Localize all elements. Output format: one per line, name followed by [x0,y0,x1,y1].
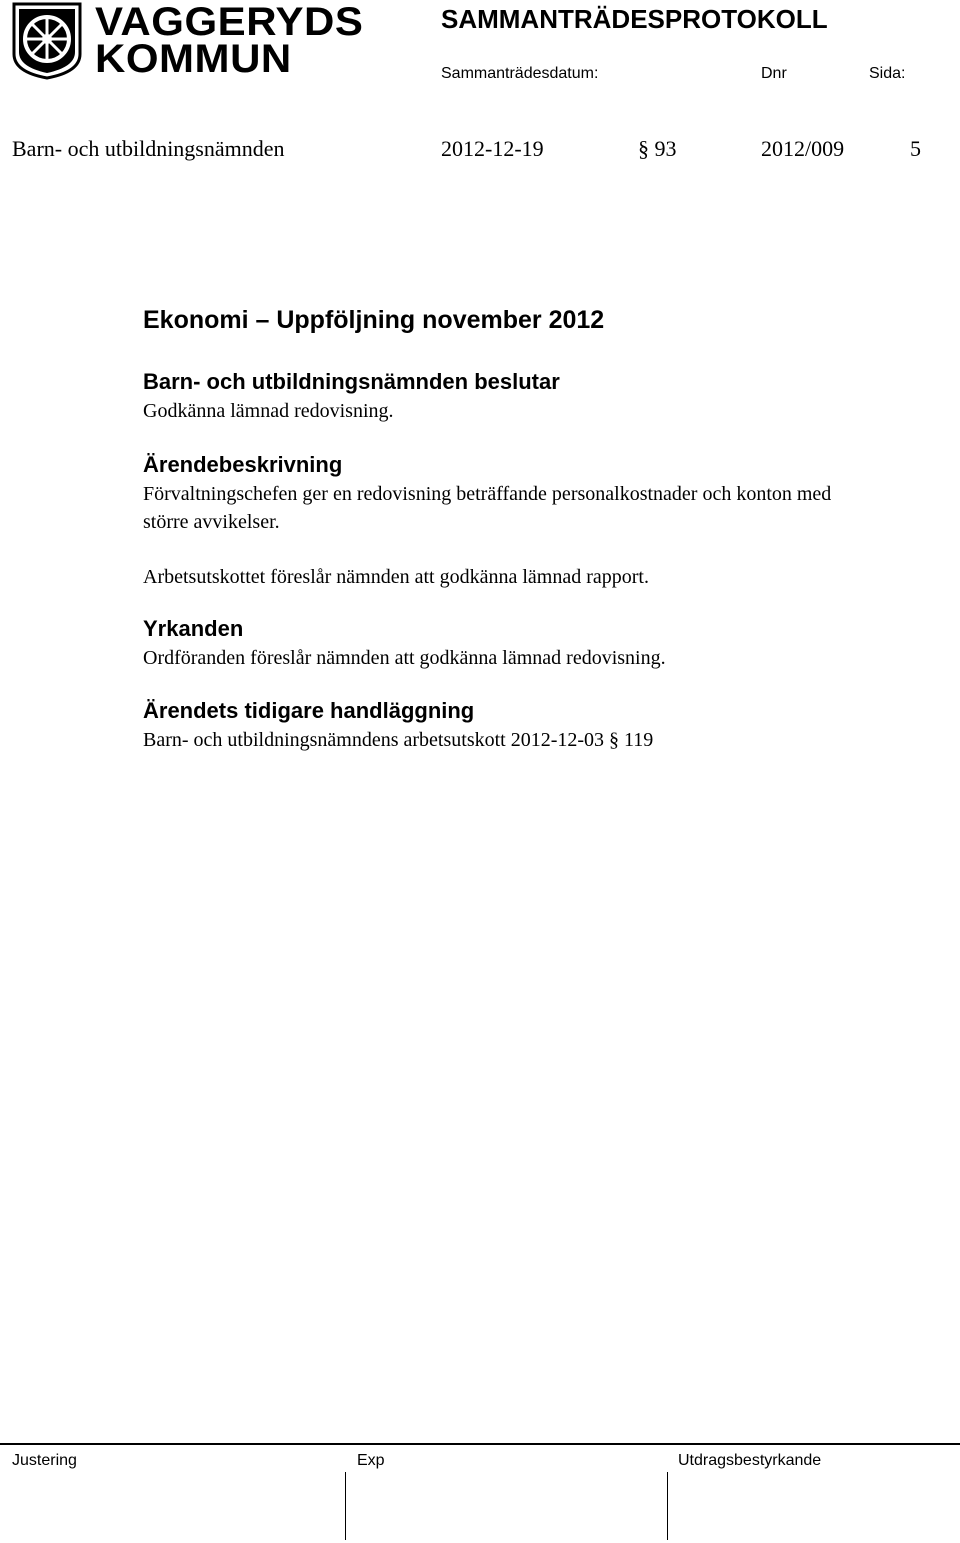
logo-text-line1: VAGGERYDS [95,0,364,44]
logo-text-line2: KOMMUN [95,37,292,81]
footer-column-divider [667,1472,668,1540]
description-text: Förvaltningschefen ger en redovisning beträffande personalkostnader och konton med större avvikelser. [143,483,832,533]
decision-heading: Barn- och utbildningsnämnden beslutar [143,369,560,394]
footer-column-divider [345,1472,346,1540]
history-text: Barn- och utbildningsnämndens arbetsutskott 2012-12-03 § 119 [143,729,654,751]
item-title: Ekonomi – Uppföljning november 2012 [143,306,605,334]
paragraph-number: § 93 [638,136,677,161]
meeting-date-label: Sammanträdesdatum: [441,65,599,82]
motions-text: Ordföranden föreslår nämnden att godkänna lämnad redovisning. [143,647,666,669]
page-label: Sida: [869,65,906,82]
municipality-logo-text [95,0,364,81]
committee-name: Barn- och utbildningsnämnden [12,136,285,161]
page-number: 5 [910,136,921,161]
history-heading: Ärendets tidigare handläggning [143,698,475,723]
municipality-logo-emblem [12,2,82,80]
decision-text: Godkänna lämnad redovisning. [143,400,394,422]
description-heading: Ärendebeskrivning [143,452,343,477]
dnr-value: 2012/009 [761,136,845,161]
dnr-label: Dnr [761,65,787,82]
committee-proposal-text: Arbetsutskottet föreslår nämnden att godkänna lämnad rapport. [143,566,649,588]
motions-heading: Yrkanden [143,616,244,641]
footer-exp-label: Exp [357,1452,385,1469]
document-type-title: SAMMANTRÄDESPROTOKOLL [441,4,828,34]
footer-divider [0,1443,960,1445]
footer-justering-label: Justering [12,1452,77,1469]
footer-utdrag-label: Utdragsbestyrkande [678,1452,822,1469]
meeting-date: 2012-12-19 [441,136,544,161]
